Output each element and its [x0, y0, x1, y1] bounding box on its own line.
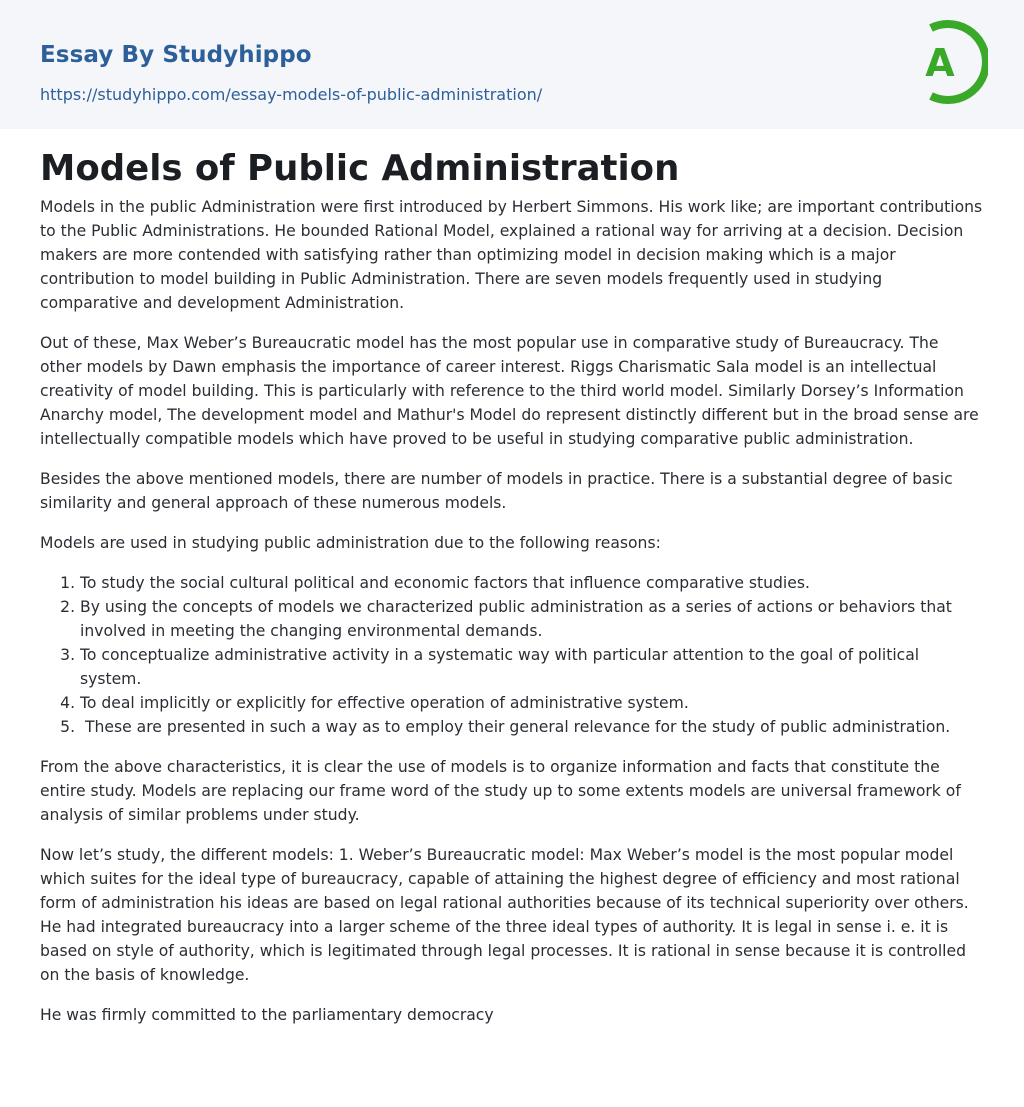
list-item: 1. To study the social cultural political and economic factors that influence comparative studies. [80, 571, 984, 595]
essay-url-link[interactable]: https://studyhippo.com/essay-models-of-public-administration/ [40, 85, 543, 104]
article-title: Models of Public Administration [40, 148, 680, 189]
article-paragraph: Models in the public Administration were first introduced by Herbert Simmons. His work like; are important contributions to the Public Administrations. He bounded Rational Model, explained a rational way for arriving at a decision. Decision makers are more contended with satisfying rather than optimizing model in decision making which is a major contribution to model building in Public Administration. There are seven models frequently used in studying comparative and development Administration. [40, 198, 983, 312]
article-paragraph: Besides the above mentioned models, there are number of models in practice. There is a substantial degree of basic similarity and general approach of these numerous models. [40, 470, 953, 512]
list-item: 3. To conceptualize administrative activity in a systematic way with particular attention to the goal of political system. [80, 643, 984, 691]
article-paragraph: Now let’s study, the different models: 1. Weber’s Bureaucratic model: Max Weber’s model is the most popular model which suites for the ideal type of bureaucracy, capable of attaining the highest degree of efficiency and most rational form of administration his ideas are based on legal rational authorities because of its technical superiority over others. He had integrated bureaucracy into a larger scheme of the three ideal types of authority. It is legal in sense i. e. it is based on style of authority, which is legitimated through legal processes. It is rational in sense because it is controlled on the basis of knowledge. [40, 846, 969, 984]
article-paragraph: Out of these, Max Weber’s Bureaucratic model has the most popular use in comparative study of Bureaucracy. The other models by Dawn emphasis the importance of career interest. Riggs Charismatic Sala model is an intellectual creativity of model building. This is particularly with reference to the third world model. Similarly Dorsey’s Information Anarchy model, The development model and Mathur's Model do represent distinctly different but in the broad sense are intellectually compatible models which have proved to be useful in studying comparative public administration. [40, 334, 979, 448]
studyhippo-logo-icon[interactable] [908, 18, 988, 106]
article-paragraph: Models are used in studying public administration due to the following reasons: [40, 534, 661, 552]
site-brand[interactable]: Essay By Studyhippo [40, 42, 312, 68]
list-item: 5. These are presented in such a way as to employ their general relevance for the study of public administration. [80, 715, 984, 739]
list-item: 4. To deal implicitly or explicitly for effective operation of administrative system. [80, 691, 984, 715]
list-item: 2. By using the concepts of models we characterized public administration as a series of actions or behaviors that involved in meeting the changing environmental demands. [80, 595, 984, 643]
logo-letter: A [925, 41, 955, 85]
reasons-list [40, 571, 984, 739]
site-header [0, 0, 1024, 129]
article-paragraph: He was firmly committed to the parliamentary democracy [40, 1006, 494, 1024]
article [0, 129, 1024, 1027]
article-paragraph: From the above characteristics, it is clear the use of models is to organize information and facts that constitute the entire study. Models are replacing our frame word of the study up to some extents models are universal framework of analysis of similar problems under study. [40, 758, 961, 824]
